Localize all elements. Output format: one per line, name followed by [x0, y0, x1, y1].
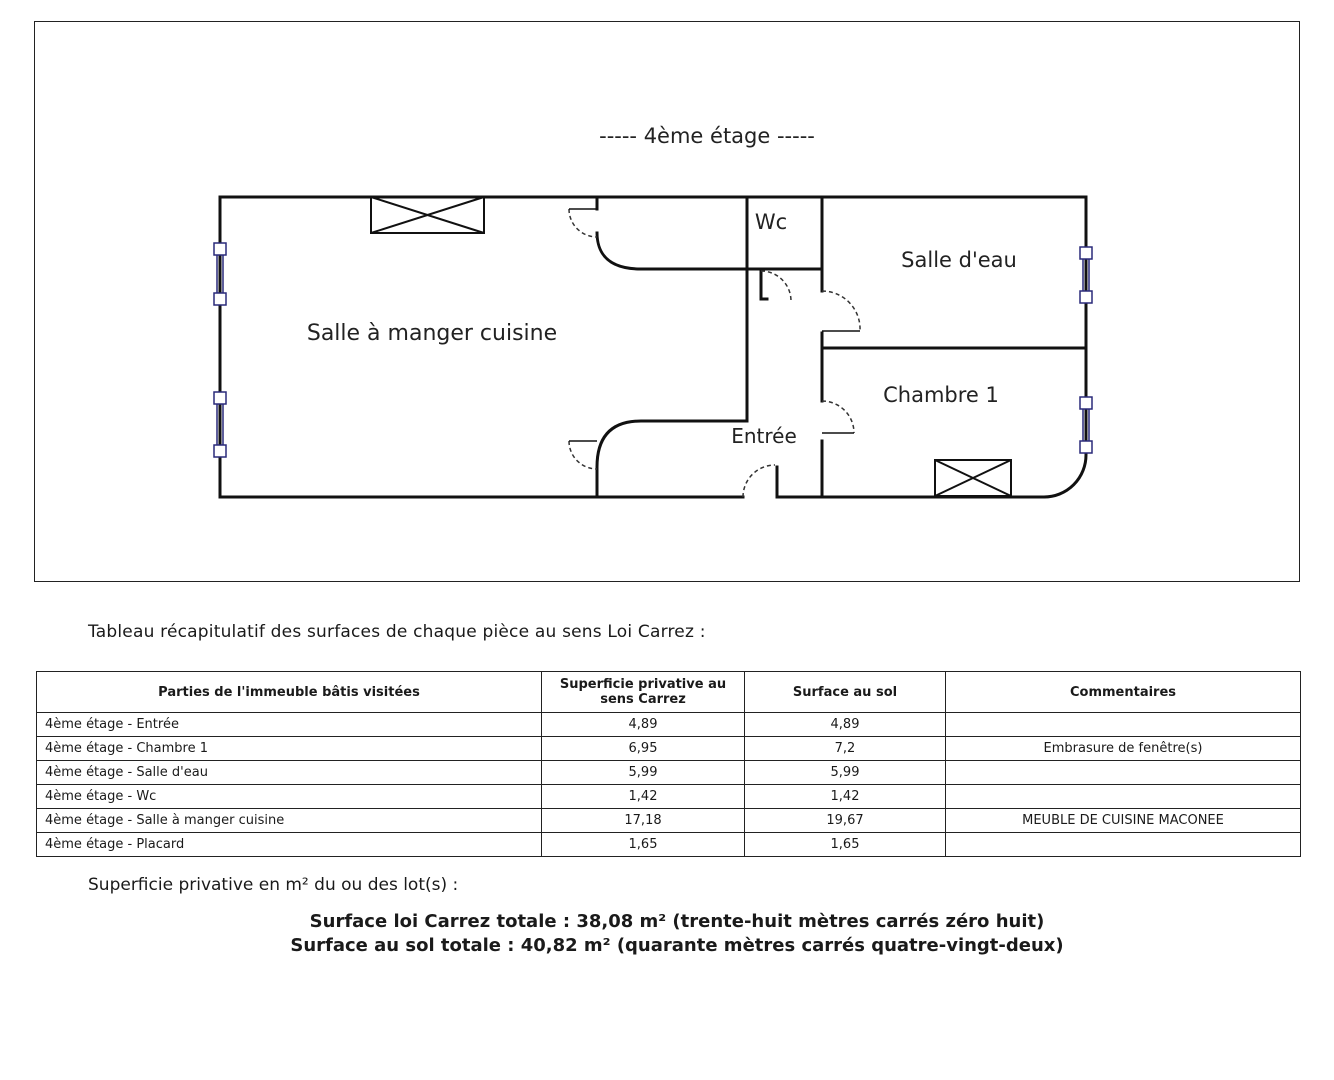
cell-comment: MEUBLE DE CUISINE MACONEE [946, 809, 1301, 833]
table-header-row [37, 672, 1301, 713]
door-arc-entry [743, 465, 775, 497]
cell-piece: 4ème étage - Chambre 1 [37, 737, 542, 761]
window-left-2-bottom [214, 445, 226, 457]
window-right-1-top [1080, 247, 1092, 259]
table-row [37, 737, 1301, 761]
cell-sol: 4,89 [745, 713, 946, 737]
cell-piece: 4ème étage - Salle à manger cuisine [37, 809, 542, 833]
window-right-2-top [1080, 397, 1092, 409]
cell-carrez: 6,95 [542, 737, 745, 761]
cell-comment [946, 713, 1301, 737]
cell-piece: 4ème étage - Placard [37, 833, 542, 857]
totals-block [0, 910, 1334, 958]
floor-plan [35, 22, 1299, 581]
door-arc-chambre [822, 401, 854, 433]
cell-sol: 1,42 [745, 785, 946, 809]
cell-sol: 1,65 [745, 833, 946, 857]
window-right-2-bottom [1080, 441, 1092, 453]
table-row [37, 713, 1301, 737]
table-row [37, 809, 1301, 833]
room-label-chambre: Chambre 1 [883, 383, 999, 407]
header-surface-sol: Surface au sol [745, 672, 946, 713]
room-label-salle-eau: Salle d'eau [901, 248, 1017, 272]
room-label-salle-manger: Salle à manger cuisine [306, 321, 558, 346]
wall-kitchen-lower [597, 421, 747, 497]
cell-carrez: 1,42 [542, 785, 745, 809]
cell-piece: 4ème étage - Entrée [37, 713, 542, 737]
door-arc-bath [822, 291, 860, 331]
floor-plan-frame [34, 21, 1300, 582]
header-superficie-line1: Superficie privative au [559, 677, 727, 692]
cell-sol: 5,99 [745, 761, 946, 785]
cell-carrez: 4,89 [542, 713, 745, 737]
room-label-wc: Wc [754, 210, 788, 234]
window-right-1-bottom [1080, 291, 1092, 303]
window-left-1-top [214, 243, 226, 255]
total-sol: Surface au sol totale : 40,82 m² (quarante mètres carrés quatre-vingt-deux) [290, 935, 1064, 956]
cell-carrez: 17,18 [542, 809, 745, 833]
door-arc-kitchen-lower [569, 441, 597, 469]
room-label-entree: Entrée [731, 424, 797, 448]
surface-table-wrap [36, 671, 1300, 857]
cell-comment [946, 761, 1301, 785]
table-row [37, 761, 1301, 785]
cell-sol: 19,67 [745, 809, 946, 833]
table-row [37, 785, 1301, 809]
table-intro-text: Tableau récapitulatif des surfaces de chaque pièce au sens Loi Carrez : [88, 622, 706, 642]
header-commentaires: Commentaires [946, 672, 1301, 713]
door-arc-wc [761, 271, 791, 301]
total-carrez: Surface loi Carrez totale : 38,08 m² (trente-huit mètres carrés zéro huit) [309, 911, 1045, 932]
cell-carrez: 5,99 [542, 761, 745, 785]
cell-sol: 7,2 [745, 737, 946, 761]
header-parties: Parties de l'immeuble bâtis visitées [37, 672, 542, 713]
cell-carrez: 1,65 [542, 833, 745, 857]
door-arc-kitchen-upper [569, 209, 597, 237]
surface-table [36, 671, 1301, 857]
wall-wc-door-stub [761, 269, 767, 299]
cell-comment [946, 785, 1301, 809]
private-surface-label: Superficie privative en m² du ou des lot(s) : [88, 875, 459, 895]
table-row [37, 833, 1301, 857]
wall-kitchen-upper [597, 197, 822, 269]
header-superficie-line2: sens Carrez [600, 692, 686, 707]
cell-comment: Embrasure de fenêtre(s) [946, 737, 1301, 761]
header-superficie [542, 672, 745, 713]
cell-piece: 4ème étage - Wc [37, 785, 542, 809]
window-left-2-top [214, 392, 226, 404]
floor-label: ----- 4ème étage ----- [599, 124, 815, 148]
cell-comment [946, 833, 1301, 857]
window-left-1-bottom [214, 293, 226, 305]
cell-piece: 4ème étage - Salle d'eau [37, 761, 542, 785]
